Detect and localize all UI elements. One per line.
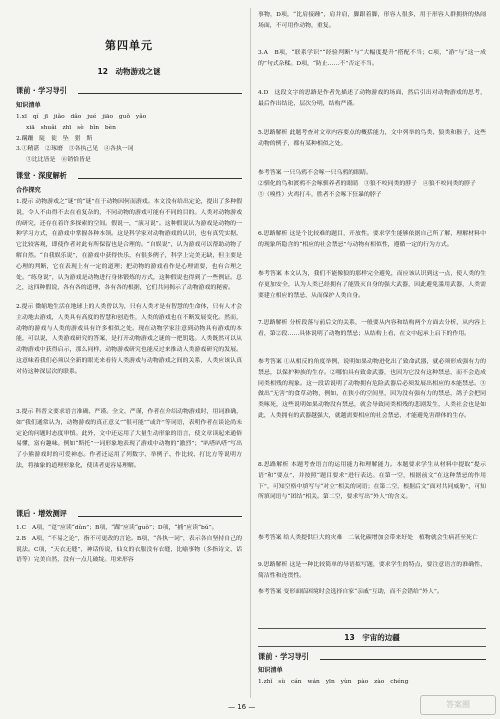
answer-paragraph: 8.思路解析 本题考查语言的运用能力和理解能力。本题要求学生从材料中提取“提示语”和“要点”，并按照“题目要求”进行表达。在第一空，根据前文“在这种禁忌的作用下”，可知空格中填写与“对立”相关的词语；在第二空，根据后文“面对共同威胁”，可知所填词语与“团结”相关。第二空，要求写出“外人”的含义。 (258, 462, 486, 501)
knowledge-list-13 (258, 677, 486, 688)
answer-paragraph: 1.提示 动物游戏之“谜”的“谜”在于动物因何而游戏。本文没有给出定论，提出了多种假说，令人不由得不去在看复杂的，不同动物的游戏可能有不同的目的。人类对动物游戏的研究，还存在着许多探索的空间。假说一，“演习说”。这种假说认为游戏是动物的一种学习方式，在游戏中掌握各种本领。这是科学家对动物游戏的认识，也有真凭实据，它比较客观，即使作者对此有所保留也是合理的。“自娱说”，认为游戏可以帮助动物了解自然。“自我娱乐说”，在游戏中获得快乐，有很多例子，科学上完美无缺，但主要是心理的判断，它在表现上有一定的道理；把动物的游戏看作是心理需要，也有合理之处。“练身说”，认为游戏是动物进行身体锻炼的方式，这种假说也得到了一些例证。总之，这四种假说，各有各的道理，各有各的根据，它们共同揭示了动物游戏的秘密。 (16, 199, 242, 292)
page-number: — 16 — (228, 703, 256, 711)
answer-block-r13 (258, 587, 486, 611)
watermark-logo: 答案圈 (420, 695, 496, 715)
idiom-line: ⑤比比皆是 ⑥销恰皆是 (26, 157, 91, 164)
answer-paragraph: 5.思路解析 此题考查对文章内容要点的概括能力，文中列举的鸟类、狼类和猴子，这些动物的例子，都有某种相似之处。 (258, 130, 486, 147)
answer-paragraph: 参考答案 变形面临困境时会选择自家“亲戚”互助，而不会错给“外人”。 (258, 589, 443, 595)
answer-block-r5 (258, 168, 486, 226)
answer-block-r6 (258, 229, 486, 265)
answer-block-r12 (258, 560, 486, 584)
answer-paragraph: 参考答案 本文认为，我们不能像狼的那样完全避免，而应该认识到这一点，使人类的生存更加安全，认为人类已经拥有了能毁灭自身的强大武器，因此避免滥用武器，人类需要建立相应的禁忌，从而保护人类自身。 (258, 271, 486, 299)
pinyin-line: xiā shuǎi zhī sè bǐn bèn (26, 124, 116, 131)
answer-paragraph: 6.思路解析 这是个比较难的题目，开放性。要求学生能够依据自己所了解，理解材料中的现象所隐含的“相应的社会禁忌”与动物有相似性，遵循一定的行为方式。 (258, 231, 486, 248)
unit-title: 第四单元 (105, 39, 153, 52)
section-rule (320, 659, 486, 660)
answer-paragraph: 3.提示 科普文要求语言准确、严谨。全文、严谨，作者在介绍动物游戏时，用词准确，如“我们通常认为，动物游戏的真正意义”“很可能”“或许”等词语，表明作者在谈论尚未定论的问题时态度审慎。此外，文中还运用了大量生动形象的语言，使文章读起来通俗易懂，富有趣味。例如“斯托”一词形象地表现了游戏中动物的“激烈”；“叭嗒叭嗒”写出了小熊游戏时的可爱神态。作者还运用了列数字、举例子、作比较、打比方等说明方法，将抽象的道理形象化，使读者更容易理解。 (16, 409, 242, 469)
answer-block-3 (16, 407, 242, 505)
answer-paragraph: 事物，D项，“比肩接踵”，肩并肩，脚跟着脚，形容人很多，用于形容人群拥挤的热闹场面，不可用作动物，重复。 (258, 12, 486, 29)
answer-paragraph: 参考答案 给人类提供巨大的灾难 二氧化碳增加会带来好处 植物就会生病甚至死亡 (258, 535, 478, 541)
section-after-class: 课后 · 增效测评 (16, 509, 67, 518)
answer-block-r4 (258, 128, 486, 164)
knowledge-list (16, 112, 242, 166)
idiom-line: 3.①精湛 ②琢磨 ③各执己见 ④各执一词 (16, 146, 134, 153)
answer-block-2 (16, 302, 242, 405)
cooperation-heading: 合作探究 (16, 187, 41, 194)
section-rule (78, 516, 242, 517)
answer-paragraph: 参考答案 ①从相反的角度举例，说明如果动物进化出了致命武器，就必须形成强有力的禁忌，以保护种族的生存。②哪怕具有致命武器，也因为它没有这种禁忌，而不会造成同类相残的现象。这一段话说明了动物拥有危险武器后必须发展出相应的本能禁忌。③做出“无害”的食草动物，例如，在狭小的空间里，因为没有强有力的禁忌，鸽子会把同类啄死，这些说明如果动物没有禁忌，就会导致同类相残的悲剧发生，人类社会也是如此，人类拥有的武器越强大，就越需要相应的社会禁忌，才能避免害群体的生存。 (258, 359, 486, 419)
test-answer: 1.C A项，“趸”应读“dǔn”；B项，“踝”应读“guǒ”；D项，“捕”应读“bǔ”。 (16, 525, 218, 531)
test-answer: 2.B A项，“不易之论”，指不可更改的言论。B项，“各执一词”，表示各自坚持自己的说法。C项，“天衣无缝”，神话传说，仙女的衣服没有衣缝，比喻事物（多指诗文、话语等）完美自然，没有一点儿破绽。用来形容 (16, 535, 242, 564)
word-line: 2.蹒跚 陡 徙 坠 猎 斯 (16, 135, 93, 142)
answer-paragraph: 7.思路解析 分析段落与前后文的关系，一般要从内容和结构两个方面去分析，从内容上看，第②段……具体说明了动物的禁忌；从结构上看，在文中起承上启下的作用。 (258, 320, 486, 337)
lesson-12-title: 12 动物游戏之谜 (97, 67, 161, 76)
answer-block-1 (16, 197, 242, 300)
answer-paragraph: 4.D 这段文字的思路是作者先描述了动物游戏的场面，然后引出对动物游戏的思考，最后作出结论，层次分明，结构严谨。 (258, 90, 486, 107)
pinyin-line: 1.zhǐ sù cán wán yīn yùn pào zào chéng (258, 679, 409, 685)
answer-paragraph: 2.提示 微缩地生活在地球上的人类曾以为，只有人类才是有智慧的生命体，只有人才会主动地去游戏，人类具有高度的智慧和创造性，人类的游戏也在不断发展变化。然而，动物的游戏与人类的游戏具有许多相似之处。现在动物学家注意到动物具有游戏的本能，可以说，人类游戏研究的答案，是打开动物游戏之谜的一把钥匙。人类既然可以从动物游戏中获得启示，那么同样，动物游戏研究也能反过来推动人类游戏研究的发展。这意味着我们必须以全新的眼光来看待人类游戏与动物游戏之间的关系，人类应该认真对待这种深层次的联系。 (16, 304, 242, 375)
answer-paragraph: 9.思路解析 这是一种比较简单的导语拟写题，要求学生的特点，要注意语言的准确性、简洁性和连贯性。 (258, 562, 486, 579)
test-answers (16, 523, 242, 693)
lesson-13-title: 13 宇宙的边疆 (258, 628, 486, 647)
knowledge-list-heading: 知识清单 (16, 102, 41, 109)
section-rule (78, 93, 242, 94)
section-rule (78, 178, 242, 179)
answer-block-r2 (258, 48, 486, 84)
answer-paragraph: 3.A B项，“联系学识”“经验判断”与“大幅度提升”搭配不当；C项，“游”与“这一成的”句式杂糅。D项，“防止……不”否定不当。 (258, 50, 486, 67)
knowledge-list-heading-13: 知识清单 (258, 667, 283, 674)
answer-block-r1 (258, 10, 486, 46)
answer-paragraph: 参考答案 一只乌鸦不会啄一只乌鸦的眼睛。 ②驯化的鸟和渡鸦不会啄驯养者的眼睛 ③狼不咬同类的脖子 ④狼不咬同类的脖子 ⑤（嗅性）火鸡打斗，胜者不会啄下狂暴的脖子 (258, 170, 476, 198)
answer-block-r7 (258, 269, 486, 315)
answer-block-r8 (258, 318, 486, 354)
pinyin-line: 1.xī qí jī jiǎo dǎo jué jiāo guǒ yǎo (16, 114, 147, 120)
section-before-class-13: 课前 · 学习导引 (258, 652, 309, 661)
answer-block-r3 (258, 88, 486, 124)
section-before-class: 课前 · 学习导引 (16, 86, 67, 95)
column-divider (250, 8, 251, 698)
answer-block-r9 (258, 357, 486, 457)
answer-block-r11 (258, 533, 486, 557)
section-in-class: 课堂 · 深度解析 (16, 171, 67, 180)
answer-block-r10 (258, 460, 486, 530)
